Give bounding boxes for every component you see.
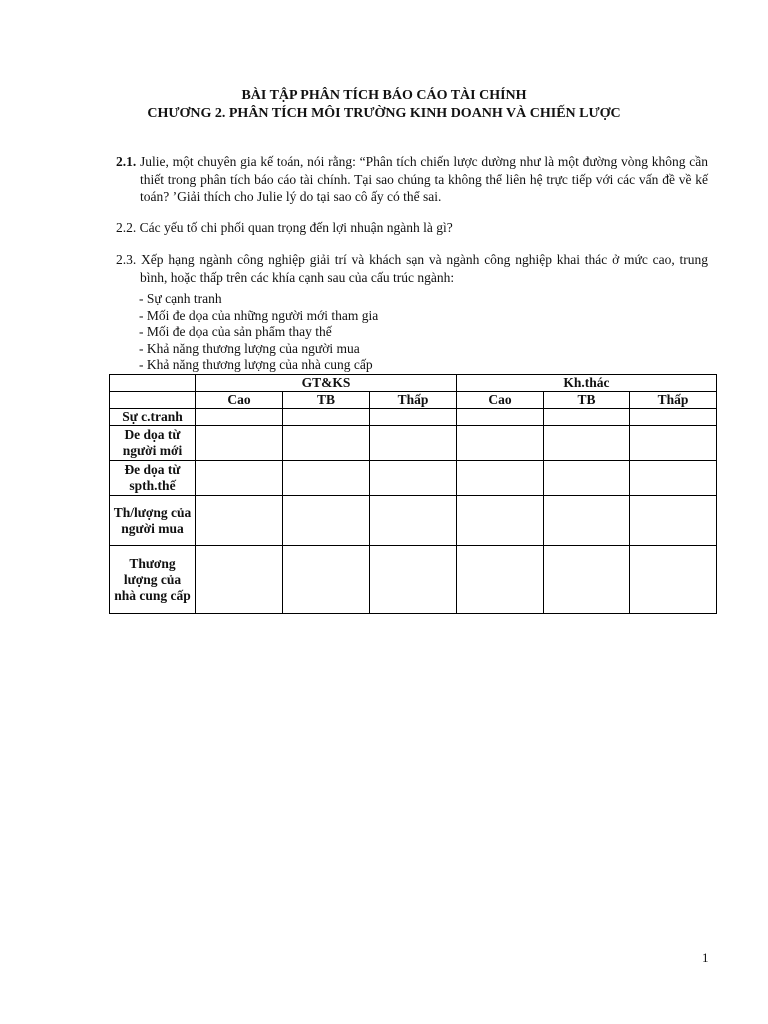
table-cell[interactable] — [370, 546, 457, 614]
table-cell[interactable] — [370, 426, 457, 461]
question-number: 2.1. — [116, 154, 137, 169]
list-item: - Mối đe dọa của những người mới tham gia — [139, 307, 379, 323]
table-cell[interactable] — [457, 546, 544, 614]
table-corner-cell — [110, 375, 196, 392]
table-row — [110, 409, 717, 426]
row-header: Thương lượng của nhà cung cấp — [110, 546, 196, 614]
question-2-1 — [116, 153, 708, 206]
row-header: Th/lượng của người mua — [110, 496, 196, 546]
table-cell[interactable] — [544, 461, 630, 496]
list-item: - Khả năng thương lượng của người mua — [139, 340, 360, 356]
table-cell[interactable] — [196, 496, 283, 546]
table-cell[interactable] — [630, 409, 717, 426]
list-item: - Mối đe dọa của sản phẩm thay thế — [139, 324, 332, 339]
table-cell[interactable] — [630, 461, 717, 496]
row-header: De dọa từ người mới — [110, 426, 196, 461]
table-cell[interactable] — [196, 409, 283, 426]
question-text: Julie, một chuyên gia kế toán, nói rằng: “Phân tích chiến lược dường như là một đường vòng không cần thiết trong phân tích báo cáo tài chính. Tại sao chúng ta không thể liên hệ trực tiếp với các vấn đề về kế toán? ’Giải thích cho Julie lý do tại sao cô ấy có thể sai. — [136, 154, 708, 204]
table-cell[interactable] — [283, 496, 370, 546]
page-number: 1 — [702, 950, 709, 965]
list-item: - Sự cạnh tranh — [139, 291, 222, 306]
table-cell[interactable] — [283, 461, 370, 496]
table-cell[interactable] — [630, 546, 717, 614]
table-row — [110, 546, 717, 614]
table-cell[interactable] — [544, 426, 630, 461]
table-cell[interactable] — [457, 426, 544, 461]
table-cell[interactable] — [370, 461, 457, 496]
table-cell[interactable] — [457, 461, 544, 496]
column-header: Cao — [196, 392, 283, 409]
table-cell[interactable] — [196, 426, 283, 461]
table-cell[interactable] — [630, 496, 717, 546]
table-cell — [110, 392, 196, 409]
group-header: GT&KS — [196, 375, 457, 392]
row-header: Sự c.tranh — [110, 409, 196, 426]
column-header: Thấp — [630, 392, 717, 409]
table-cell[interactable] — [544, 546, 630, 614]
table-cell[interactable] — [457, 496, 544, 546]
chapter-title: CHƯƠNG 2. PHÂN TÍCH MÔI TRƯỜNG KINH DOANH VÀ CHIẾN LƯỢC — [147, 106, 621, 121]
table-cell[interactable] — [544, 409, 630, 426]
question-2-2: 2.2. Các yếu tố chi phối quan trọng đến lợi nhuận ngành là gì? — [116, 220, 453, 235]
table-cell[interactable] — [196, 461, 283, 496]
table-cell[interactable] — [544, 496, 630, 546]
table-cell[interactable] — [283, 546, 370, 614]
table-row — [110, 426, 717, 461]
factor-list — [139, 291, 378, 374]
column-header: TB — [283, 392, 370, 409]
group-header: Kh.thác — [457, 375, 717, 392]
document-title: BÀI TẬP PHÂN TÍCH BÁO CÁO TÀI CHÍNH — [241, 88, 527, 103]
column-header: Thấp — [370, 392, 457, 409]
list-item: - Khả năng thương lượng của nhà cung cấp — [139, 357, 373, 372]
question-2-3: 2.3. Xếp hạng ngành công nghiệp giải trí và khách sạn và ngành công nghiệp khai thác ở mức cao, trung bình, hoặc thấp trên các khía cạnh sau của cấu trúc ngành: — [116, 252, 708, 285]
row-header: Đe dọa từ spth.thế — [110, 461, 196, 496]
table-cell[interactable] — [457, 409, 544, 426]
table-cell[interactable] — [630, 426, 717, 461]
table-cell[interactable] — [370, 496, 457, 546]
column-header: Cao — [457, 392, 544, 409]
table-cell[interactable] — [196, 546, 283, 614]
table-row — [110, 496, 717, 546]
rating-table — [109, 374, 717, 614]
table-row — [110, 461, 717, 496]
table-cell[interactable] — [283, 409, 370, 426]
table-cell[interactable] — [283, 426, 370, 461]
table-cell[interactable] — [370, 409, 457, 426]
column-header: TB — [544, 392, 630, 409]
